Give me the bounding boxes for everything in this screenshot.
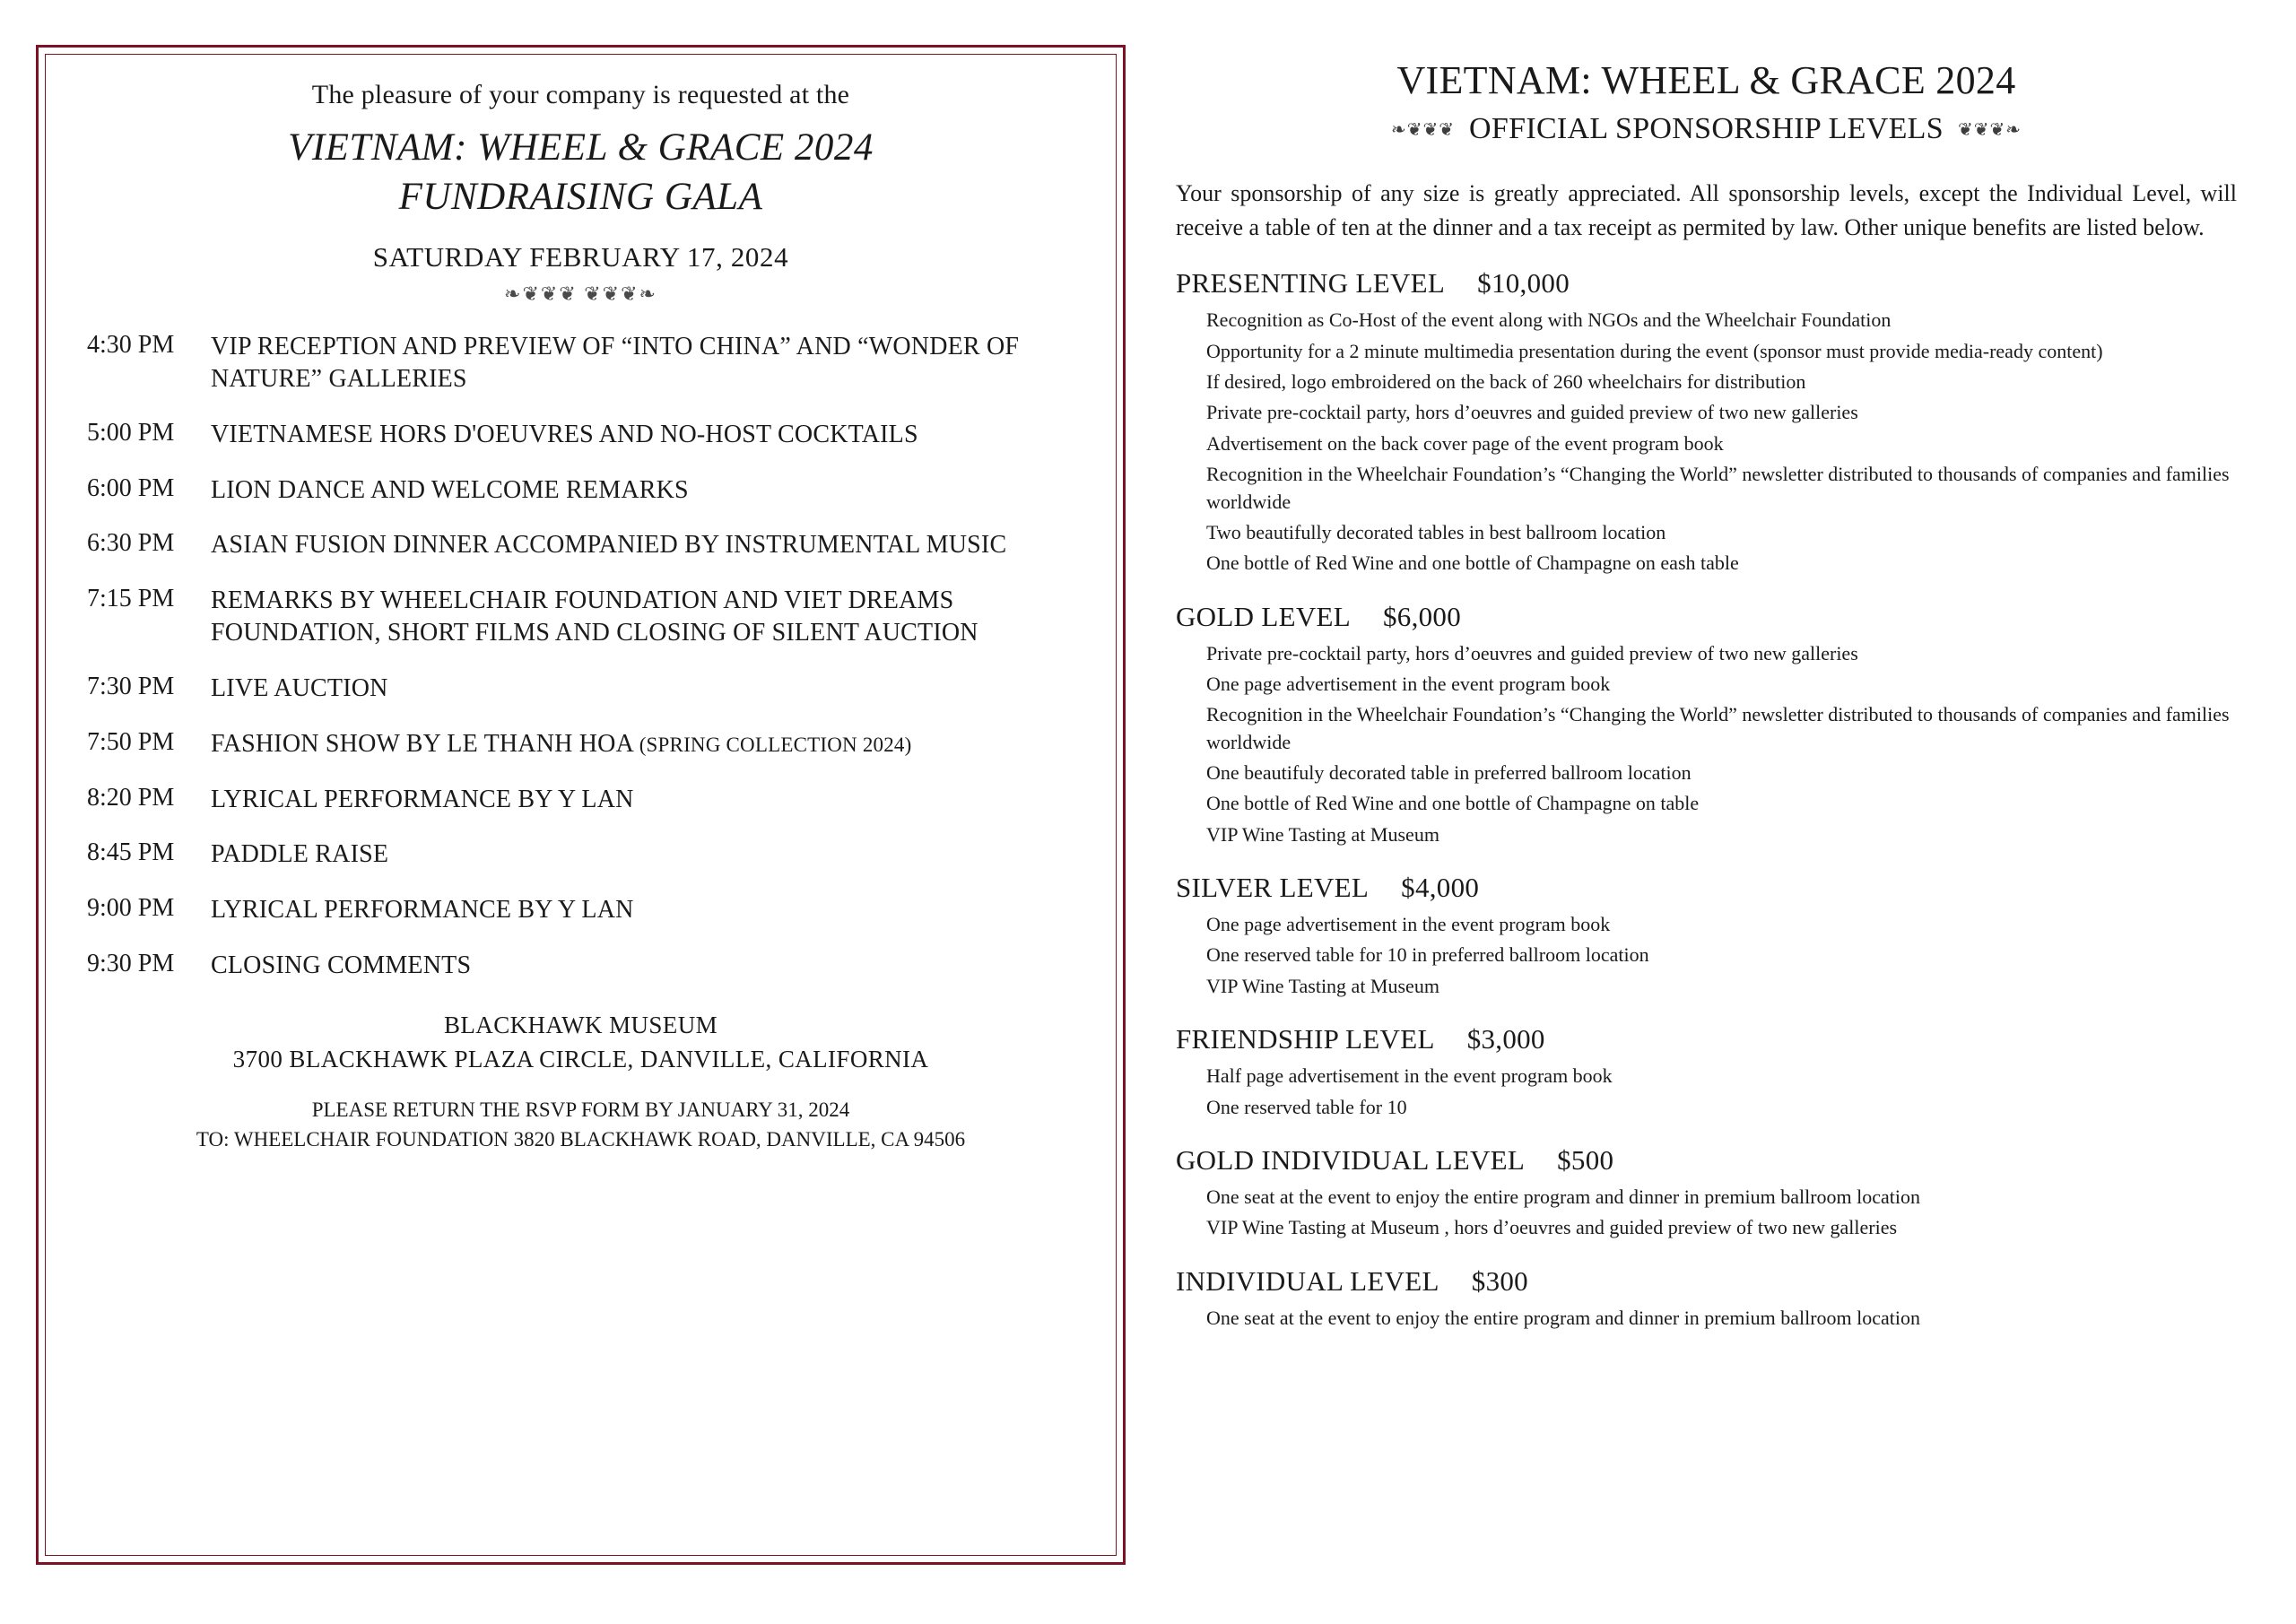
level-name: GOLD INDIVIDUAL LEVEL	[1176, 1143, 1526, 1176]
invitation-panel	[36, 45, 1152, 1588]
invitation-title-line1: VIETNAM: WHEEL & GRACE 2024	[288, 126, 874, 169]
schedule-time: 7:30 PM	[87, 672, 175, 700]
flourish-ornament-icon: ❧❦❦❦ ❦❦❦❧	[504, 282, 657, 306]
level-price: $6,000	[1382, 600, 1462, 632]
level-benefit: One seat at the event to enjoy the entire program and dinner in premium ballroom location	[1206, 1306, 1921, 1329]
schedule-description: VIP RECEPTION AND PREVIEW OF “INTO CHINA” AND “WONDER OF NATURE” GALLERIES	[211, 333, 1020, 393]
level-benefit: One reserved table for 10	[1206, 1095, 1407, 1118]
level-benefit: Private pre-cocktail party, hors d’oeuvres and guided preview of two new galleries	[1206, 401, 1858, 424]
sponsorship-level	[1176, 872, 2237, 1000]
level-header	[1176, 267, 2237, 300]
schedule-item	[87, 474, 1085, 507]
level-name: SILVER LEVEL	[1176, 872, 1370, 904]
rsvp-mailing-address: TO: WHEELCHAIR FOUNDATION 3820 BLACKHAWK ROAD, DANVILLE, CA 94506	[196, 1127, 966, 1151]
schedule-item	[87, 529, 1085, 561]
level-benefit: Opportunity for a 2 minute multimedia presentation during the event (sponsor must provide media-ready content)	[1206, 339, 2103, 362]
level-benefit: One page advertisement in the event program book	[1206, 672, 1611, 695]
level-benefit: Recognition in the Wheelchair Foundation’s “Changing the World” newsletter distributed to thousands of companies and families worldwide	[1206, 703, 2230, 753]
schedule-time: 9:00 PM	[87, 894, 175, 923]
invitation-outer-border	[36, 45, 1126, 1565]
invitation-date: SATURDAY FEBRUARY 17, 2024	[372, 241, 789, 274]
invitation-intro-line: The pleasure of your company is requested at the	[311, 80, 850, 109]
level-benefit: If desired, logo embroidered on the back of 260 wheelchairs for distribution	[1206, 370, 1806, 394]
schedule-description: ASIAN FUSION DINNER ACCOMPANIED BY INSTRUMENTAL MUSIC	[211, 531, 1007, 560]
level-benefit: One bottle of Red Wine and one bottle of Champagne on eash table	[1206, 551, 1739, 575]
invitation-inner-border	[45, 54, 1117, 1556]
schedule-description: LYRICAL PERFORMANCE BY Y LAN	[211, 785, 634, 813]
level-price: $10,000	[1477, 267, 1570, 300]
schedule-description-note: (SPRING COLLECTION 2024)	[639, 733, 912, 756]
ornament-left-icon: ❧❦❦❦	[1391, 119, 1456, 140]
level-benefit: One page advertisement in the event program book	[1206, 913, 1611, 936]
ornament-right-icon: ❦❦❦❧	[1957, 119, 2022, 140]
sponsorship-subtitle-row	[1176, 112, 2237, 146]
sponsorship-panel	[1152, 45, 2260, 1588]
level-header	[1176, 1144, 2237, 1177]
level-benefit-list	[1176, 307, 2237, 577]
schedule-description: LION DANCE AND WELCOME REMARKS	[211, 475, 689, 504]
venue-address: 3700 BLACKHAWK PLAZA CIRCLE, DANVILLE, CALIFORNIA	[232, 1045, 929, 1073]
level-benefit: Advertisement on the back cover page of the event program book	[1206, 431, 1724, 455]
schedule-description: REMARKS BY WHEELCHAIR FOUNDATION AND VIET DREAMS FOUNDATION, SHORT FILMS AND CLOSING OF SILENT AUCTION	[211, 586, 978, 647]
level-name: GOLD LEVEL	[1176, 600, 1351, 632]
schedule-description: PADDLE RAISE	[211, 840, 389, 869]
level-benefit: One reserved table for 10 in preferred ballroom location	[1206, 943, 1649, 967]
schedule-time: 8:20 PM	[87, 783, 175, 812]
rsvp-block	[76, 1096, 1085, 1153]
schedule-item	[87, 784, 1085, 816]
schedule-item	[87, 838, 1085, 871]
level-benefit-list	[1176, 1184, 2237, 1242]
schedule-time: 4:30 PM	[87, 331, 175, 360]
level-price: $3,000	[1466, 1023, 1545, 1055]
sponsorship-level	[1176, 1265, 2237, 1332]
level-benefit: One bottle of Red Wine and one bottle of Champagne on table	[1206, 792, 1700, 815]
schedule-description: CLOSING COMMENTS	[211, 951, 472, 979]
schedule-time: 5:00 PM	[87, 418, 175, 447]
level-benefit: Half page advertisement in the event program book	[1206, 1064, 1613, 1088]
schedule-time: 8:45 PM	[87, 838, 175, 867]
invitation-title-line2: FUNDRAISING GALA	[398, 176, 763, 219]
schedule-item	[87, 950, 1085, 982]
schedule-description: LIVE AUCTION	[211, 673, 388, 702]
level-benefit: VIP Wine Tasting at Museum	[1206, 822, 1439, 846]
level-header	[1176, 1023, 2237, 1055]
level-benefit: Recognition as Co-Host of the event along with NGOs and the Wheelchair Foundation	[1206, 308, 1892, 332]
level-price: $300	[1471, 1264, 1528, 1297]
level-benefit: VIP Wine Tasting at Museum , hors d’oeuvres and guided preview of two new galleries	[1206, 1216, 1898, 1239]
schedule-description: VIETNAMESE HORS D'OEUVRES AND NO-HOST COCKTAILS	[211, 420, 918, 448]
sponsorship-level	[1176, 267, 2237, 577]
level-price: $500	[1557, 1143, 1614, 1176]
schedule-description	[211, 728, 911, 760]
level-header	[1176, 872, 2237, 904]
schedule-item	[87, 728, 1085, 760]
level-benefit-list	[1176, 1063, 2237, 1121]
schedule-time: 7:50 PM	[87, 727, 175, 756]
schedule-list	[76, 331, 1085, 982]
level-benefit-list	[1176, 1305, 2237, 1332]
schedule-item	[87, 331, 1085, 395]
venue-name: BLACKHAWK MUSEUM	[444, 1011, 718, 1038]
sponsorship-level	[1176, 601, 2237, 849]
schedule-item	[87, 585, 1085, 649]
venue-block	[76, 1009, 1085, 1077]
schedule-time: 6:30 PM	[87, 529, 175, 558]
level-name: FRIENDSHIP LEVEL	[1176, 1023, 1435, 1055]
level-name: PRESENTING LEVEL	[1176, 267, 1446, 300]
level-benefit: Two beautifully decorated tables in best ballroom location	[1206, 520, 1666, 543]
schedule-time: 9:30 PM	[87, 950, 175, 977]
schedule-time: 6:00 PM	[87, 473, 175, 502]
schedule-description: LYRICAL PERFORMANCE BY Y LAN	[211, 896, 634, 925]
level-benefit: One beautifuly decorated table in preferred ballroom location	[1206, 761, 1692, 785]
level-benefit-list	[1176, 640, 2237, 849]
sponsorship-title: VIETNAM: WHEEL & GRACE 2024	[1396, 58, 2016, 102]
schedule-description-main: FASHION SHOW BY LE THANH HOA	[211, 729, 633, 758]
schedule-time: 7:15 PM	[87, 585, 175, 613]
level-benefit: Private pre-cocktail party, hors d’oeuvres and guided preview of two new galleries	[1206, 641, 1858, 664]
level-header	[1176, 1265, 2237, 1298]
schedule-item	[87, 673, 1085, 705]
sponsorship-level	[1176, 1023, 2237, 1121]
level-name: INDIVIDUAL LEVEL	[1176, 1264, 1439, 1297]
schedule-item	[87, 894, 1085, 926]
sponsorship-level	[1176, 1144, 2237, 1242]
level-header	[1176, 601, 2237, 633]
schedule-item	[87, 419, 1085, 451]
level-benefit: One seat at the event to enjoy the entire program and dinner in premium ballroom location	[1206, 1185, 1921, 1208]
level-benefit: Recognition in the Wheelchair Foundation’s “Changing the World” newsletter distributed to thousands of companies and families worldwide	[1206, 463, 2230, 513]
level-benefit: VIP Wine Tasting at Museum	[1206, 974, 1439, 997]
sponsorship-intro-paragraph: Your sponsorship of any size is greatly appreciated. All sponsorship levels, except the Individual Level, will receive a table of ten at the dinner and a tax receipt as permited by law. Other unique benefits are listed below.	[1176, 180, 2237, 240]
invitation-title	[76, 123, 1085, 221]
level-price: $4,000	[1401, 872, 1480, 904]
sponsorship-subtitle: OFFICIAL SPONSORSHIP LEVELS	[1469, 112, 1944, 145]
level-benefit-list	[1176, 911, 2237, 1000]
rsvp-deadline: PLEASE RETURN THE RSVP FORM BY JANUARY 31, 2024	[311, 1099, 850, 1122]
